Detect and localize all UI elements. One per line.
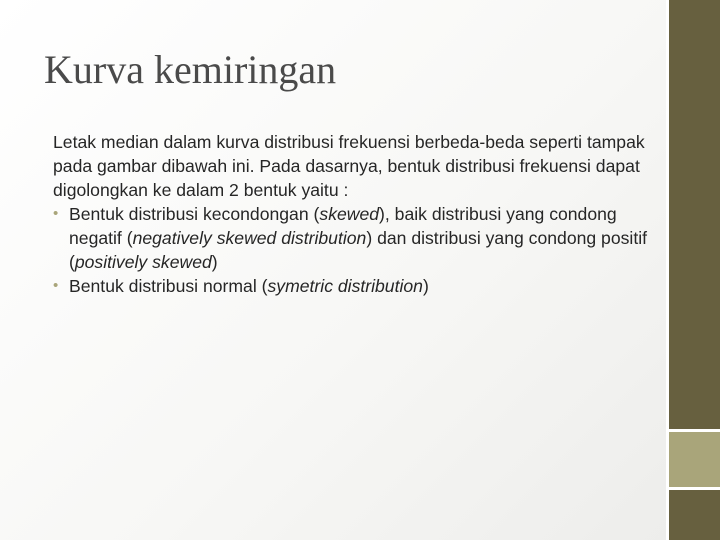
bullet-emphasis: symetric distribution: [267, 276, 423, 296]
bullet-emphasis: skewed: [319, 204, 380, 224]
bullet-text: ) dan distribusi yang condong positif (: [69, 228, 648, 272]
bullet-emphasis: positively skewed: [74, 252, 212, 272]
bullet-marker-icon: •: [53, 277, 59, 294]
bullet-text: ): [211, 252, 218, 272]
bullet-marker-icon: •: [53, 205, 59, 222]
decorative-sidebar: [666, 0, 720, 540]
slide-body: [53, 130, 653, 298]
bullet-text: ), baik distribusi yang condong negatif (: [69, 204, 617, 248]
bullet-text: Bentuk distribusi normal (: [69, 276, 268, 296]
bullet-item-normal: [53, 274, 653, 298]
bullet-text: ): [422, 276, 429, 296]
intro-paragraph: Letak median dalam kurva distribusi frekuensi berbeda-beda seperti tampak pada gambar dibawah ini. Pada dasarnya, bentuk distribusi frekuensi dapat digolongkan ke dalam 2 bentuk yaitu :: [53, 132, 645, 200]
bullet-item-skewed: [53, 202, 653, 274]
sidebar-band-bottom: [669, 490, 720, 540]
bullet-list: [53, 202, 653, 298]
sidebar-band-top: [669, 0, 720, 429]
bullet-emphasis: negatively skewed distribution: [132, 228, 367, 248]
sidebar-band-accent: [669, 432, 720, 487]
bullet-text: Bentuk distribusi kecondongan (: [69, 204, 320, 224]
slide-title: Kurva kemiringan: [44, 47, 337, 92]
